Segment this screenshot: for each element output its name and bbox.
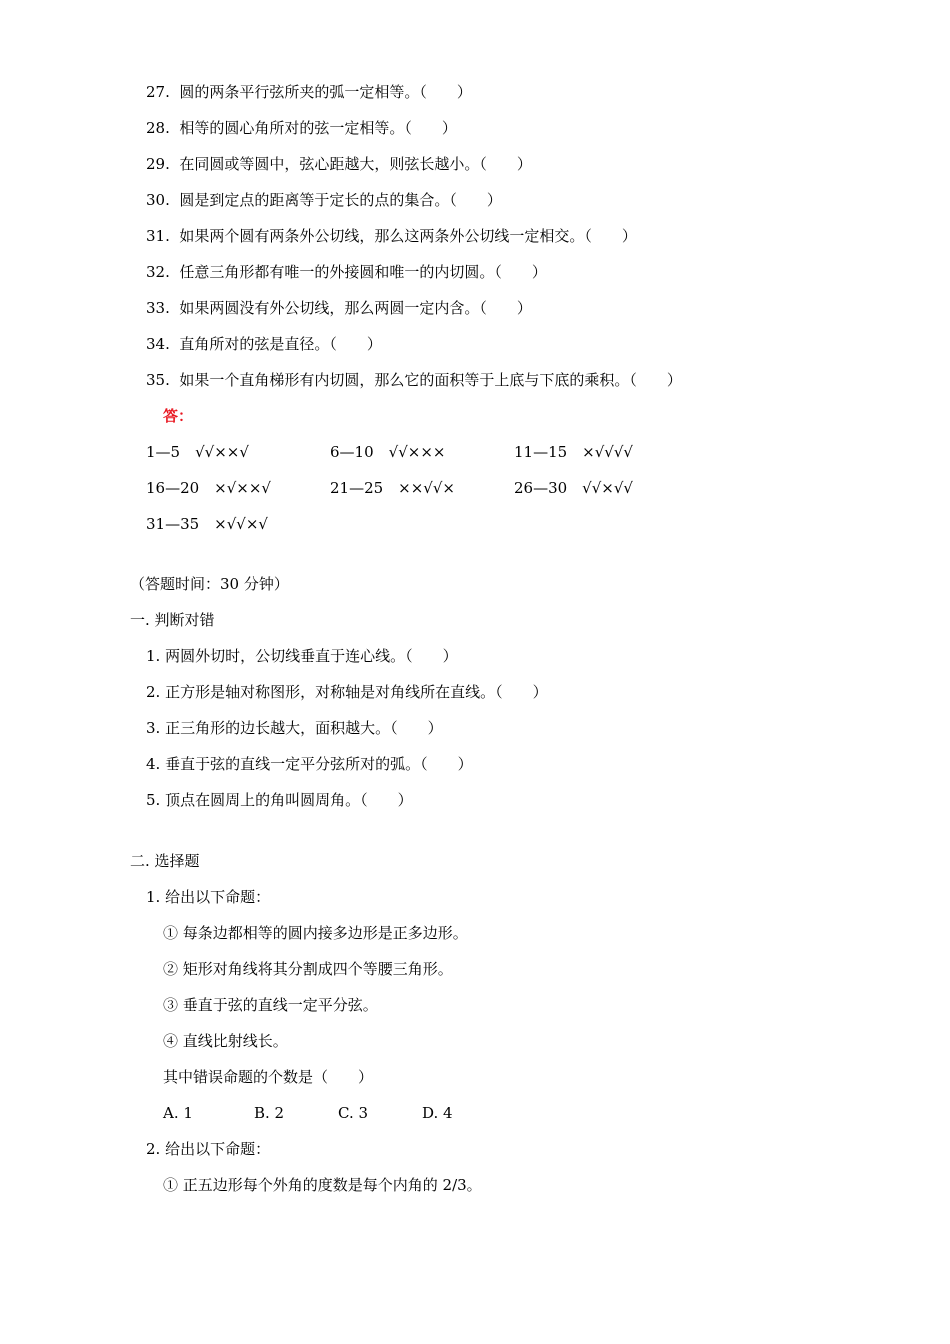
answer-cell: 11—15 ×√√√√	[514, 443, 633, 461]
answer-cell: 26—30 √√×√√	[514, 479, 633, 497]
question-number: 27.	[146, 83, 170, 101]
question-35	[146, 370, 682, 390]
question-text: 如果两圆没有外公切线，那么两圆一定内含。（ ）	[179, 299, 532, 317]
proposition-item: ① 每条边都相等的圆内接多边形是正多边形。	[163, 924, 468, 942]
question-number: 32.	[146, 263, 170, 281]
section-title-judgement: 一. 判断对错	[130, 611, 215, 629]
choice-q1-stem: 1. 给出以下命题：	[146, 888, 271, 906]
question-text: 相等的圆心角所对的弦一定相等。（ ）	[179, 119, 457, 137]
question-27	[146, 82, 472, 102]
question-text: 圆是到定点的距离等于定长的点的集合。（ ）	[179, 191, 502, 209]
option-d: D. 4	[422, 1104, 453, 1122]
proposition-item: ④ 直线比射线长。	[163, 1032, 288, 1050]
judgement-item: 2. 正方形是轴对称图形，对称轴是对角线所在直线。（ ）	[146, 683, 548, 701]
judgement-item: 5. 顶点在圆周上的角叫圆周角。（ ）	[146, 791, 413, 809]
answer-cell: 16—20 ×√××√	[146, 479, 271, 497]
option-c: C. 3	[338, 1104, 369, 1122]
answer-cell: 1—5 √√××√	[146, 443, 249, 461]
proposition-item: ③ 垂直于弦的直线一定平分弦。	[163, 996, 378, 1014]
question-29	[146, 154, 532, 174]
question-33	[146, 298, 532, 318]
choice-q1-ask: 其中错误命题的个数是（ ）	[163, 1068, 374, 1086]
question-number: 34.	[146, 335, 170, 353]
question-34	[146, 334, 382, 354]
answer-cell: 21—25 ××√√×	[330, 479, 455, 497]
option-b: B. 2	[254, 1104, 285, 1122]
proposition-item: ① 正五边形每个外角的度数是每个内角的 2/3。	[163, 1176, 482, 1194]
question-number: 33.	[146, 299, 170, 317]
proposition-item: ② 矩形对角线将其分割成四个等腰三角形。	[163, 960, 453, 978]
time-note: （答题时间：30 分钟）	[130, 575, 289, 593]
question-32	[146, 262, 547, 282]
judgement-item: 4. 垂直于弦的直线一定平分弦所对的弧。（ ）	[146, 755, 473, 773]
question-text: 圆的两条平行弦所夹的弧一定相等。（ ）	[179, 83, 472, 101]
question-number: 30.	[146, 191, 170, 209]
answer-cell: 31—35 ×√√×√	[146, 515, 268, 533]
question-28	[146, 118, 457, 138]
choice-q2-stem: 2. 给出以下命题：	[146, 1140, 271, 1158]
question-text: 如果一个直角梯形有内切圆，那么它的面积等于上底与下底的乘积。（ ）	[179, 371, 682, 389]
question-30	[146, 190, 502, 210]
option-a: A. 1	[163, 1104, 193, 1122]
answer-label: 答：	[163, 407, 194, 425]
question-number: 35.	[146, 371, 170, 389]
question-number: 28.	[146, 119, 170, 137]
question-text: 任意三角形都有唯一的外接圆和唯一的内切圆。（ ）	[179, 263, 547, 281]
question-number: 29.	[146, 155, 170, 173]
question-text: 在同圆或等圆中，弦心距越大，则弦长越小。（ ）	[179, 155, 532, 173]
question-text: 如果两个圆有两条外公切线，那么这两条外公切线一定相交。（ ）	[179, 227, 637, 245]
judgement-item: 1. 两圆外切时，公切线垂直于连心线。（ ）	[146, 647, 458, 665]
section-title-choice: 二. 选择题	[130, 852, 200, 870]
answer-cell: 6—10 √√×××	[330, 443, 446, 461]
question-number: 31.	[146, 227, 170, 245]
question-text: 直角所对的弦是直径。（ ）	[179, 335, 382, 353]
judgement-item: 3. 正三角形的边长越大，面积越大。（ ）	[146, 719, 443, 737]
question-31	[146, 226, 637, 246]
